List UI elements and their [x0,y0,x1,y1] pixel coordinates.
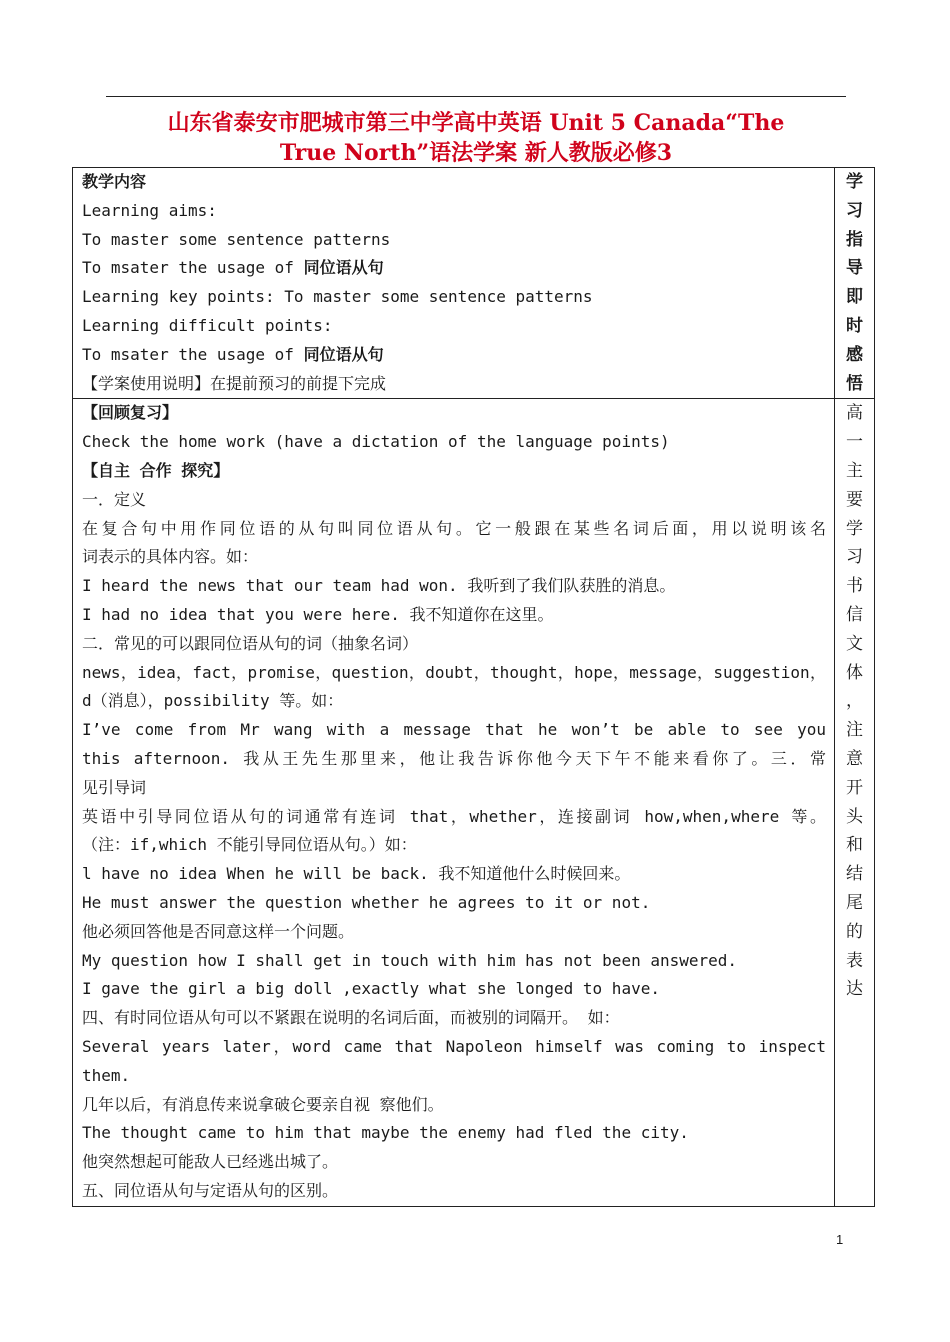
teaching-content-cell [73,168,835,399]
side-char: 尾 [846,892,863,913]
table-row-exploration [73,399,875,1206]
text-line: 四、有时同位语从句可以不紧跟在说明的名词后面，而被别的词隔开。 如： [82,1008,620,1028]
example-line: 他必须回答他是否同意这样一个问题。 [82,921,355,941]
header-rule [106,96,846,97]
section-heading: 【回顾复习】 [82,403,179,423]
side-char: 主 [846,460,863,481]
side-char: 悟 [846,373,863,394]
reflection-side-cell [835,399,875,1206]
side-char: 和 [846,835,863,856]
side-char: 头 [846,806,863,827]
side-char: 体 [846,662,863,683]
text-line [82,254,826,283]
example-line: I heard the news that our team had won. 我听到了我们队获胜的消息。 [82,576,676,596]
text-line: 二．常见的可以跟同位语从句的词（抽象名词） [82,633,419,653]
section-heading: 【自主 合作 探究】 [82,460,230,480]
text-line [82,341,826,370]
side-char: 结 [846,864,863,885]
title-line-2: True North”语法学案 新人教版必修3 [279,140,673,166]
text-line: d（消息），possibility 等。如： [82,691,344,711]
document-title [72,108,880,168]
example-line: 他突然想起可能敌人已经逃出城了。 [82,1152,339,1172]
example-line: them. [82,1065,131,1085]
lesson-table [72,167,875,1207]
side-char: 时 [846,315,863,336]
side-char: 学 [846,172,863,192]
side-char: 习 [846,200,863,221]
section-heading: 教学内容 [82,172,147,191]
example-line: He must answer the question whether he agrees to it or not. [82,892,651,912]
text-line-en: To msater the usage of [82,344,304,364]
side-char: 达 [846,979,863,1000]
side-char: 习 [846,547,863,568]
text-line: Learning key points: To master some sentence patterns [82,287,593,307]
side-char: 指 [846,229,863,250]
text-line: 五、同位语从句与定语从句的区别。 [82,1180,339,1200]
exploration-content-cell [73,399,835,1206]
side-char: 的 [846,921,863,942]
side-char: 高 [846,403,863,424]
text-line-term: 同位语从句 [303,258,384,278]
example-line: I gave the girl a big doll ,exactly what she longed to have. [82,979,660,999]
side-char: 表 [846,950,863,971]
example-line: I had no idea that you were here. 我不知道你在这里。 [82,604,554,624]
text-line: Learning aims: [82,200,217,220]
text-line: 见引导词 [82,777,147,797]
text-line: 英语中引导同位语从句的词通常有连词 that，whether，连接副词 how,when,where 等。 [82,806,826,826]
text-line: To master some sentence patterns [82,229,391,249]
side-char: 即 [846,287,863,308]
example-line: My question how I shall get in touch with him has not been answered. [82,950,738,970]
side-char: 一 [846,432,863,453]
study-guide-side-cell [835,168,875,399]
text-line-en: To msater the usage of [82,258,304,278]
text-line: 【学案使用说明】在提前预习的前提下完成 [82,373,387,393]
example-line: 几年以后，有消息传来说拿破仑要亲自视 察他们。 [82,1094,444,1114]
side-char: 感 [846,344,863,365]
side-char: 文 [846,633,863,654]
side-char: ， [846,691,863,712]
side-char: 开 [846,777,863,798]
example-line: Several years later，word came that Napoleon himself was coming to inspect [82,1036,826,1056]
table-row-aims [73,168,875,399]
side-char: 意 [846,748,863,769]
text-line: Learning difficult points: [82,315,333,335]
text-line: （注：if,which 不能引导同位语从句。）如： [82,835,417,855]
text-line: news，idea，fact，promise，question，doubt，thought，hope，message，suggestion， [82,662,826,682]
example-line: l have no idea When he will be back. 我不知道他什么时候回来。 [82,864,631,884]
side-char: 注 [846,720,863,741]
side-char: 信 [846,604,863,625]
text-line: Check the home work (have a dictation of the language points) [82,432,670,452]
side-char: 要 [846,489,863,510]
side-char: 书 [846,576,863,597]
text-line: 一．定义 [82,489,147,509]
side-char: 学 [846,518,863,539]
side-char: 导 [846,258,863,279]
page-number: 1 [836,1232,844,1247]
example-line: The thought came to him that maybe the enemy had fled the city. [82,1123,689,1143]
text-line: 词表示的具体内容。如： [82,547,259,567]
text-line: 在复合句中用作同位语的从句叫同位语从句。它一般跟在某些名词后面，用以说明该名 [82,518,826,538]
example-line: this afternoon. 我从王先生那里来，他让我告诉你他今天下午不能来看你了。三．常 [82,748,826,768]
title-line-1: 山东省泰安市肥城市第三中学高中英语 Unit 5 Canada“The [167,110,785,136]
text-line-term: 同位语从句 [303,344,384,364]
example-line: I’ve come from Mr wang with a message that he won’t be able to see you [82,720,826,740]
